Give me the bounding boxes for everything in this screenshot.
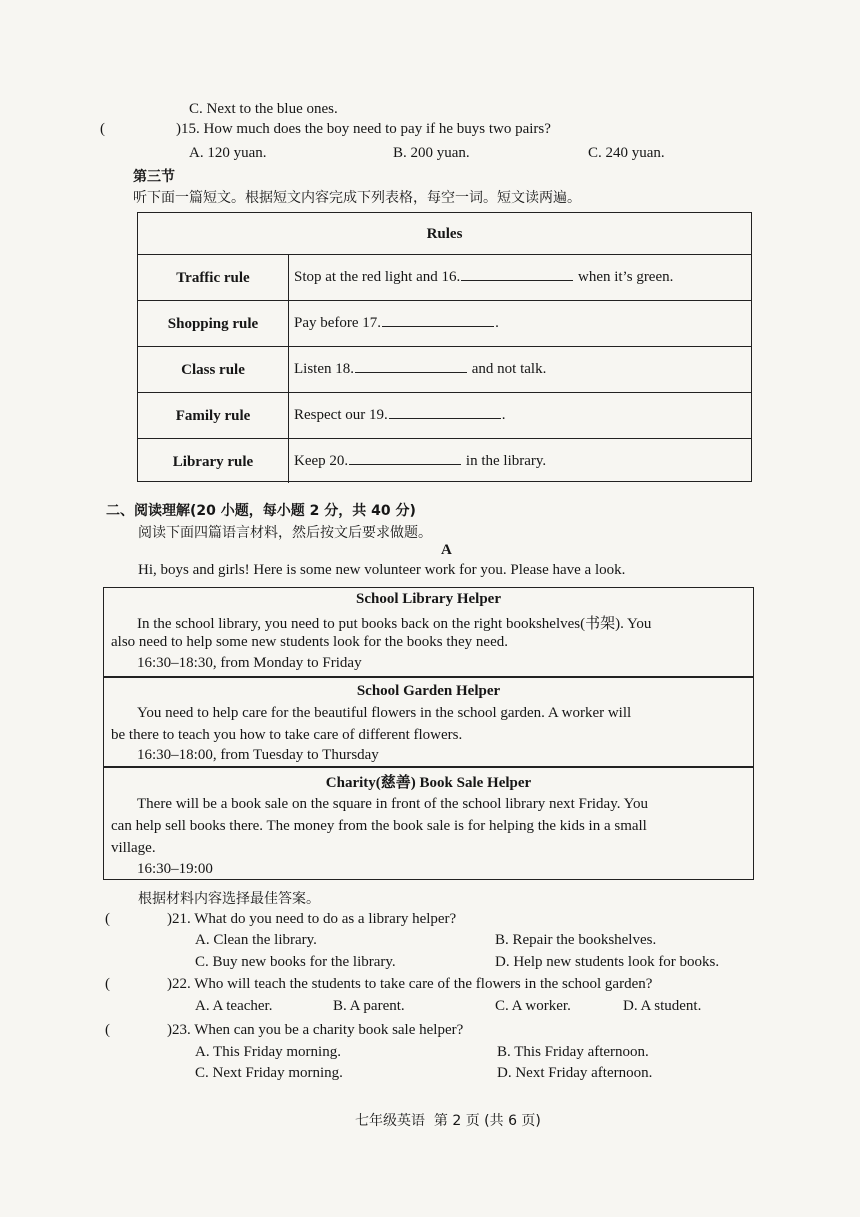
rule-text-before: Pay before 17. — [294, 315, 382, 331]
box-time: 16:30–18:30, from Monday to Friday — [137, 655, 362, 671]
table-row — [138, 347, 751, 393]
passage-intro: Hi, boys and girls! Here is some new volunteer work for you. Please have a look. — [138, 562, 626, 578]
table-row — [138, 301, 751, 347]
rule-text-after: in the library. — [465, 453, 547, 469]
q23-option-c: C. Next Friday morning. — [195, 1065, 343, 1081]
passage-label: A — [441, 542, 452, 558]
section3-heading: 第三节 — [133, 169, 175, 185]
rule-text-before: Listen 18. — [294, 361, 354, 377]
box-text-line: village. — [111, 840, 156, 856]
rule-text-after: and not talk. — [471, 361, 547, 377]
box-text-line: There will be a book sale on the square in front of the school library next Friday. You — [137, 796, 648, 812]
rule-text — [294, 439, 546, 483]
box-title: Charity(慈善) Book Sale Helper — [325, 775, 532, 791]
answer-blank-19[interactable] — [389, 417, 501, 419]
answer-blank-18[interactable] — [355, 371, 467, 373]
rule-text — [294, 393, 505, 438]
q21-option-d: D. Help new students look for books. — [495, 954, 720, 970]
answer-blank-20[interactable] — [349, 463, 461, 465]
rule-category: Family rule — [138, 393, 289, 438]
page-footer: 七年级英语 第 2 页 (共 6 页) — [355, 1113, 541, 1129]
q14-option-c: C. Next to the blue ones. — [189, 101, 338, 117]
q22-option-a: A. A teacher. — [195, 998, 273, 1014]
rule-category: Library rule — [138, 439, 289, 483]
part2-heading: 二、阅读理解(20 小题，每小题 2 分，共 40 分) — [106, 503, 416, 519]
rule-text-before: Respect our 19. — [294, 407, 388, 423]
q15-stem: )15. How much does the boy need to pay if he buys two pairs? — [176, 121, 551, 137]
table-row — [138, 393, 751, 439]
box-text-line: You need to help care for the beautiful flowers in the school garden. A worker will — [137, 705, 632, 721]
q15-option-b: B. 200 yuan. — [393, 145, 470, 161]
q15-option-c: C. 240 yuan. — [588, 145, 665, 161]
rule-text-after: . — [495, 315, 499, 331]
part2-instruction: 阅读下面四篇语言材料，然后按文后要求做题。 — [138, 525, 432, 541]
rule-text-after: when it’s green. — [577, 269, 674, 285]
rule-text-before: Keep 20. — [294, 453, 349, 469]
q23-answer-paren[interactable]: ( — [105, 1022, 110, 1038]
q23-option-a: A. This Friday morning. — [195, 1044, 341, 1060]
rules-table-header: Rules — [138, 213, 751, 255]
rule-text — [294, 301, 499, 346]
choose-instruction: 根据材料内容选择最佳答案。 — [138, 891, 320, 907]
q23-stem: )23. When can you be a charity book sale helper? — [167, 1022, 464, 1038]
answer-blank-17[interactable] — [382, 325, 494, 327]
q22-option-c: C. A worker. — [495, 998, 571, 1014]
q15-answer-paren[interactable]: ( — [100, 121, 105, 137]
rule-text-after: . — [501, 407, 506, 423]
rule-category: Traffic rule — [138, 255, 289, 300]
q21-option-b: B. Repair the bookshelves. — [495, 932, 657, 948]
table-row — [138, 439, 751, 483]
rule-text-before: Stop at the red light and 16. — [294, 269, 461, 285]
section3-instruction: 听下面一篇短文。根据短文内容完成下列表格，每空一词。短文读两遍。 — [133, 190, 581, 206]
q23-option-d: D. Next Friday afternoon. — [497, 1065, 653, 1081]
box-text-line: also need to help some new students look for the books they need. — [111, 634, 509, 650]
q21-stem: )21. What do you need to do as a library helper? — [167, 911, 457, 927]
rule-category: Class rule — [138, 347, 289, 392]
table-row — [138, 255, 751, 301]
garden-helper-box — [103, 677, 754, 767]
q22-option-d: D. A student. — [623, 998, 702, 1014]
rules-table — [137, 212, 752, 482]
q21-option-c: C. Buy new books for the library. — [195, 954, 396, 970]
rule-text — [294, 255, 673, 300]
q21-answer-paren[interactable]: ( — [105, 911, 110, 927]
q22-stem: )22. Who will teach the students to take care of the flowers in the school garden? — [167, 976, 653, 992]
q22-option-b: B. A parent. — [333, 998, 405, 1014]
box-text-line: In the school library, you need to put books back on the right bookshelves(书架). You — [137, 616, 652, 632]
answer-blank-16[interactable] — [461, 279, 573, 281]
q15-option-a: A. 120 yuan. — [189, 145, 267, 161]
q21-option-a: A. Clean the library. — [195, 932, 317, 948]
q23-option-b: B. This Friday afternoon. — [497, 1044, 649, 1060]
box-time: 16:30–19:00 — [137, 861, 213, 877]
library-helper-box — [103, 587, 754, 677]
box-text-line: can help sell books there. The money from the book sale is for helping the kids in a small — [111, 818, 647, 834]
rule-text — [294, 347, 546, 392]
q22-answer-paren[interactable]: ( — [105, 976, 110, 992]
box-text-line: be there to teach you how to take care of different flowers. — [111, 727, 463, 743]
box-title: School Library Helper — [356, 591, 501, 607]
box-time: 16:30–18:00, from Tuesday to Thursday — [137, 747, 379, 763]
box-title: School Garden Helper — [356, 683, 501, 699]
rule-category: Shopping rule — [138, 301, 289, 346]
book-sale-helper-box — [103, 767, 754, 880]
